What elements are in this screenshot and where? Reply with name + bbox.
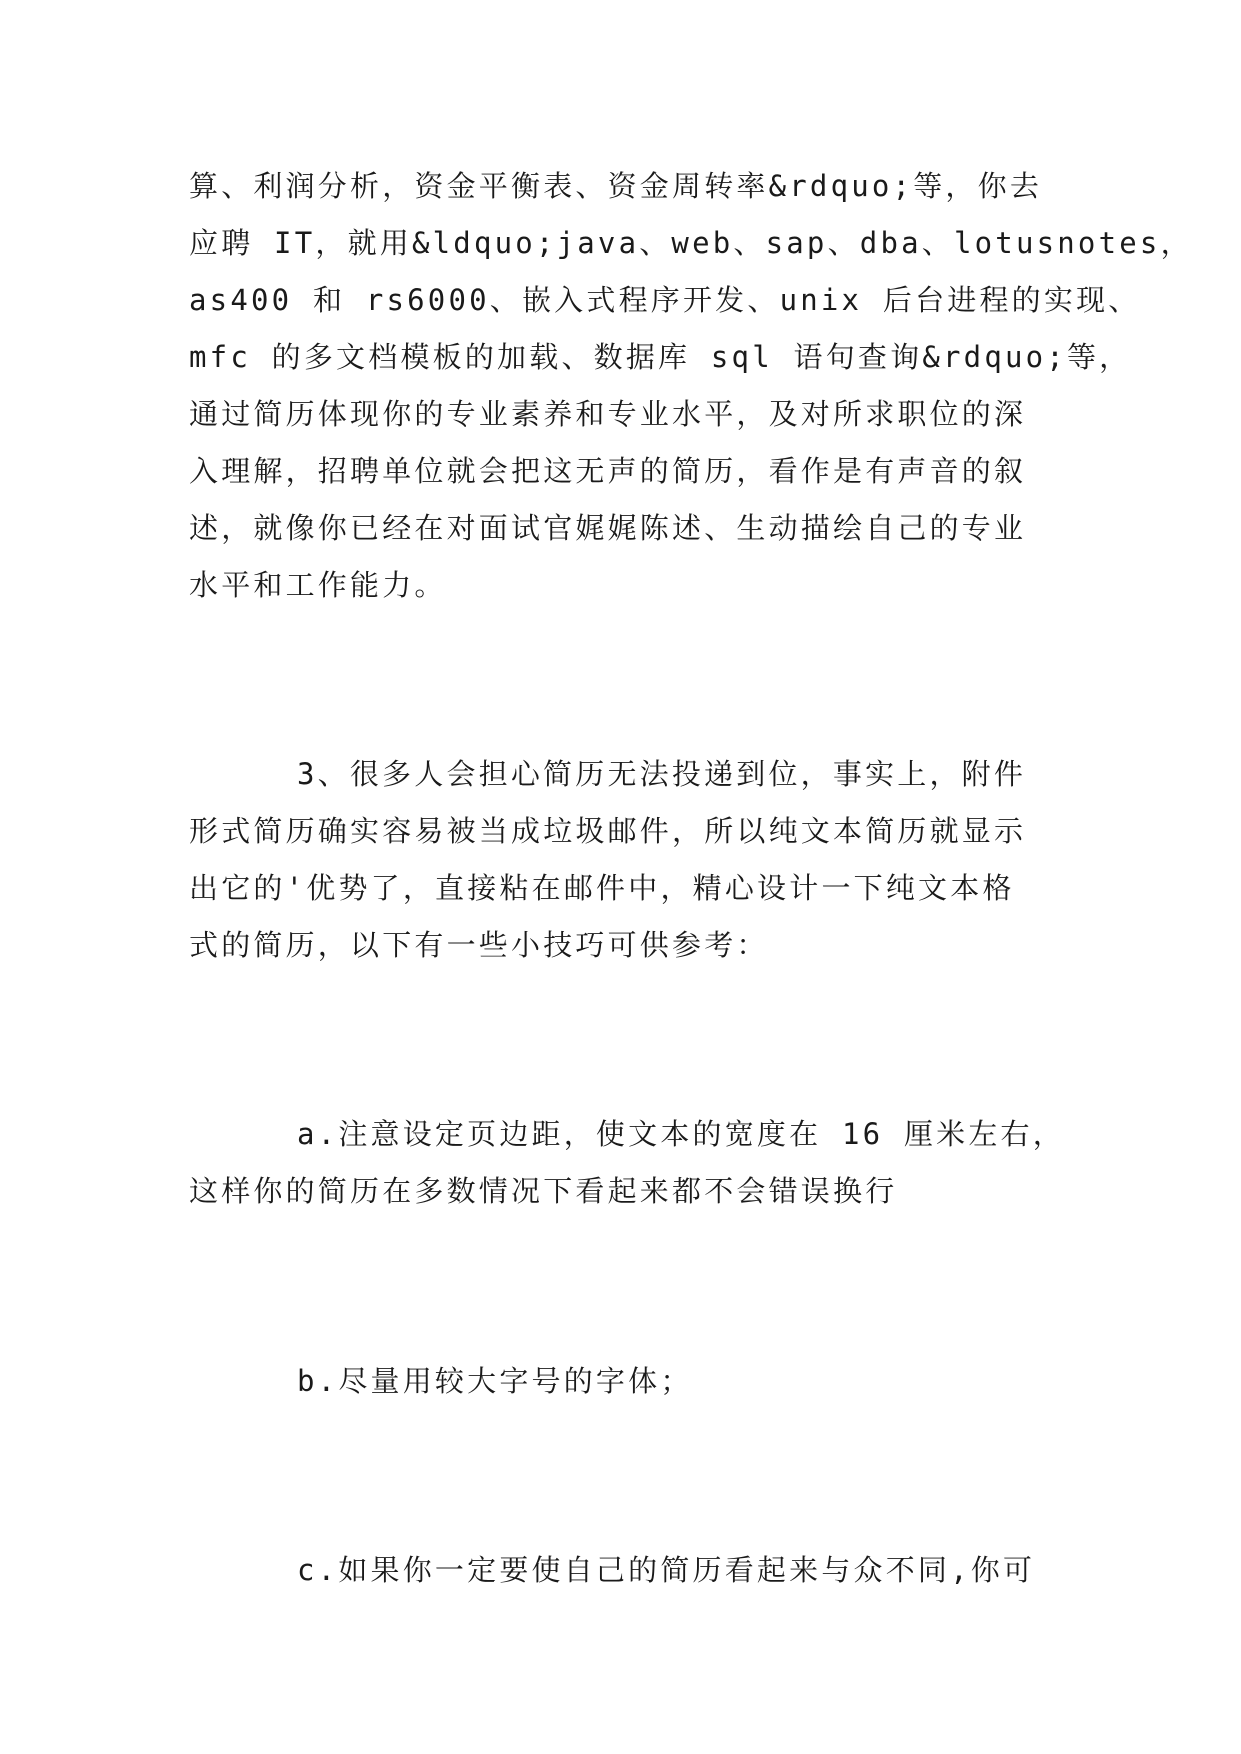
- paragraph-line: as400 和 rs6000、嵌入式程序开发、unix 后台进程的实现、: [189, 283, 1141, 317]
- paragraph-line: 算、利润分析，资金平衡表、资金周转率&rdquo;等，你去: [189, 169, 1043, 203]
- paragraph-line: 这样你的简历在多数情况下看起来都不会错误换行: [189, 1174, 898, 1208]
- paragraph-line: mfc 的多文档模板的加载、数据库 sql 语句查询&rdquo;等，: [189, 340, 1132, 374]
- paragraph-line: c.如果你一定要使自己的简历看起来与众不同,你可: [297, 1553, 1036, 1587]
- paragraph-line: 应聘 IT，就用&ldquo;java、web、sap、dba、lotusnotes，: [189, 226, 1193, 260]
- paragraph-line: 形式简历确实容易被当成垃圾邮件，所以纯文本简历就显示: [189, 814, 1027, 848]
- paragraph-line: 式的简历，以下有一些小技巧可供参考：: [189, 928, 769, 962]
- paragraph-line: a.注意设定页边距，使文本的宽度在 16 厘米左右，: [297, 1117, 1065, 1151]
- paragraph-line: 述，就像你已经在对面试官娓娓陈述、生动描绘自己的专业: [189, 511, 1027, 545]
- paragraph-line: 入理解，招聘单位就会把这无声的简历，看作是有声音的叙: [189, 454, 1027, 488]
- paragraph-line: 3、很多人会担心简历无法投递到位，事实上，附件: [297, 757, 1027, 791]
- paragraph-line: 通过简历体现你的专业素养和专业水平，及对所求职位的深: [189, 397, 1027, 431]
- paragraph-line: b.尽量用较大字号的字体；: [297, 1364, 693, 1398]
- paragraph-line: 水平和工作能力。: [189, 568, 447, 602]
- paragraph-line: 出它的'优势了，直接粘在邮件中，精心设计一下纯文本格: [189, 871, 1015, 905]
